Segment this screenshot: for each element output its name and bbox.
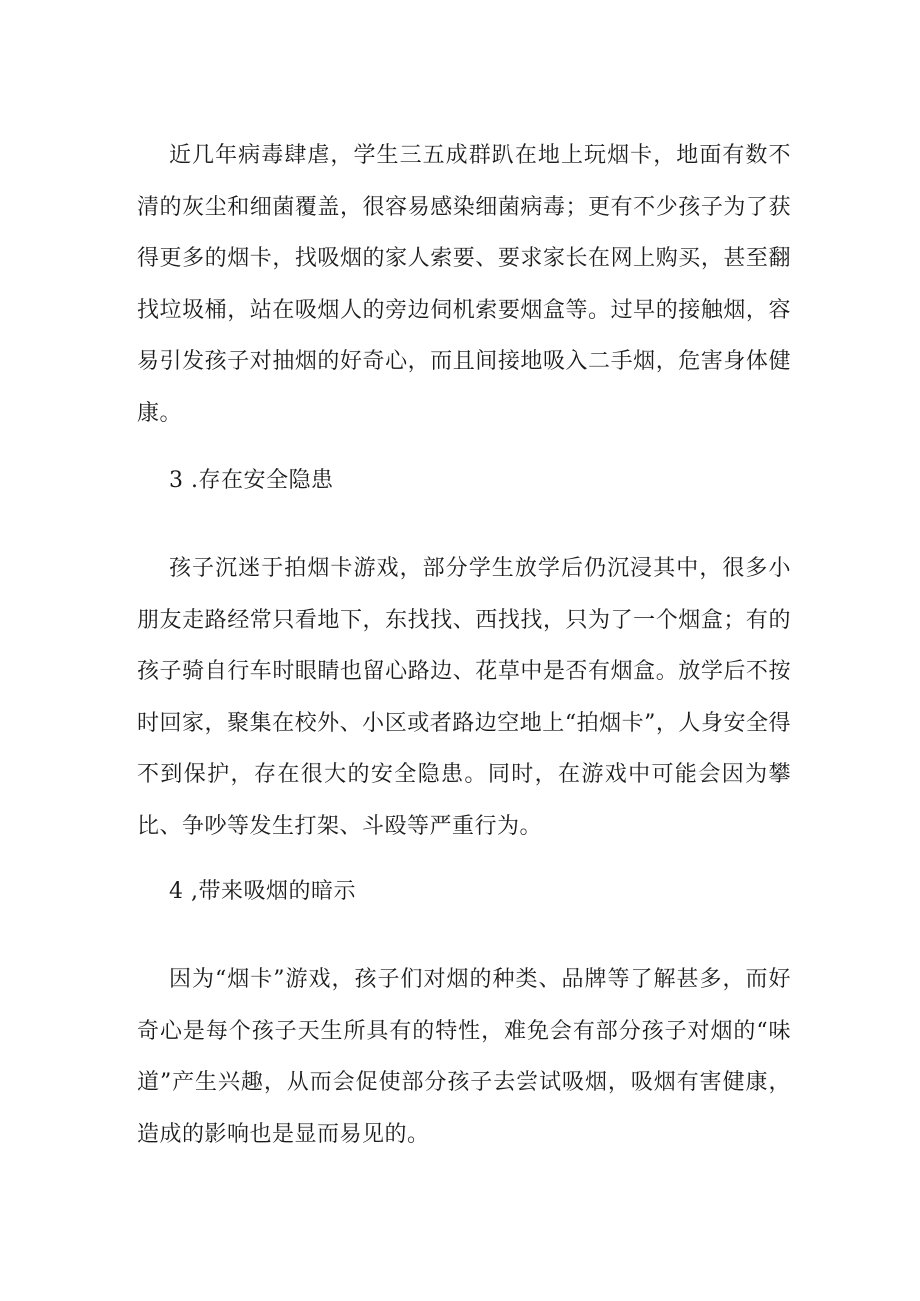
section-heading-4: 4 ,带来吸烟的暗示 xyxy=(169,879,356,904)
section-heading-3: 3 .存在安全隐患 xyxy=(169,468,334,493)
body-paragraph-smoking-suggestion: 因为“烟卡”游戏，孩子们对烟的种类、品牌等了解甚多，而好奇心是每个孩子天生所具有的特性，难免会有部分孩子对烟的“味道”产生兴趣，从而会促使部分孩子去尝试吸烟，吸烟有害健康，造成的影响也是显而易见的。 xyxy=(137,967,791,1147)
body-paragraph-safety-risk: 孩子沉迷于拍烟卡游戏，部分学生放学后仍沉浸其中，很多小朋友走路经常只看地下，东找找、西找找，只为了一个烟盒；有的孩子骑自行车时眼睛也留心路边、花草中是否有烟盒。放学后不按时回家，聚集在校外、小区或者路边空地上“拍烟卡”，人身安全得不到保护，存在很大的安全隐患。同时，在游戏中可能会因为攀比、争吵等发生打架、斗殴等严重行为。 xyxy=(137,556,791,839)
body-paragraph-health-risk: 近几年病毒肆虐，学生三五成群趴在地上玩烟卡，地面有数不清的灰尘和细菌覆盖，很容易感染细菌病毒；更有不少孩子为了获得更多的烟卡，找吸烟的家人索要、要求家长在网上购买，甚至翻找垃圾桶，站在吸烟人的旁边伺机索要烟盒等。过早的接触烟，容易引发孩子对抽烟的好奇心，而且间接地吸入二手烟，危害身体健康。 xyxy=(137,143,791,426)
